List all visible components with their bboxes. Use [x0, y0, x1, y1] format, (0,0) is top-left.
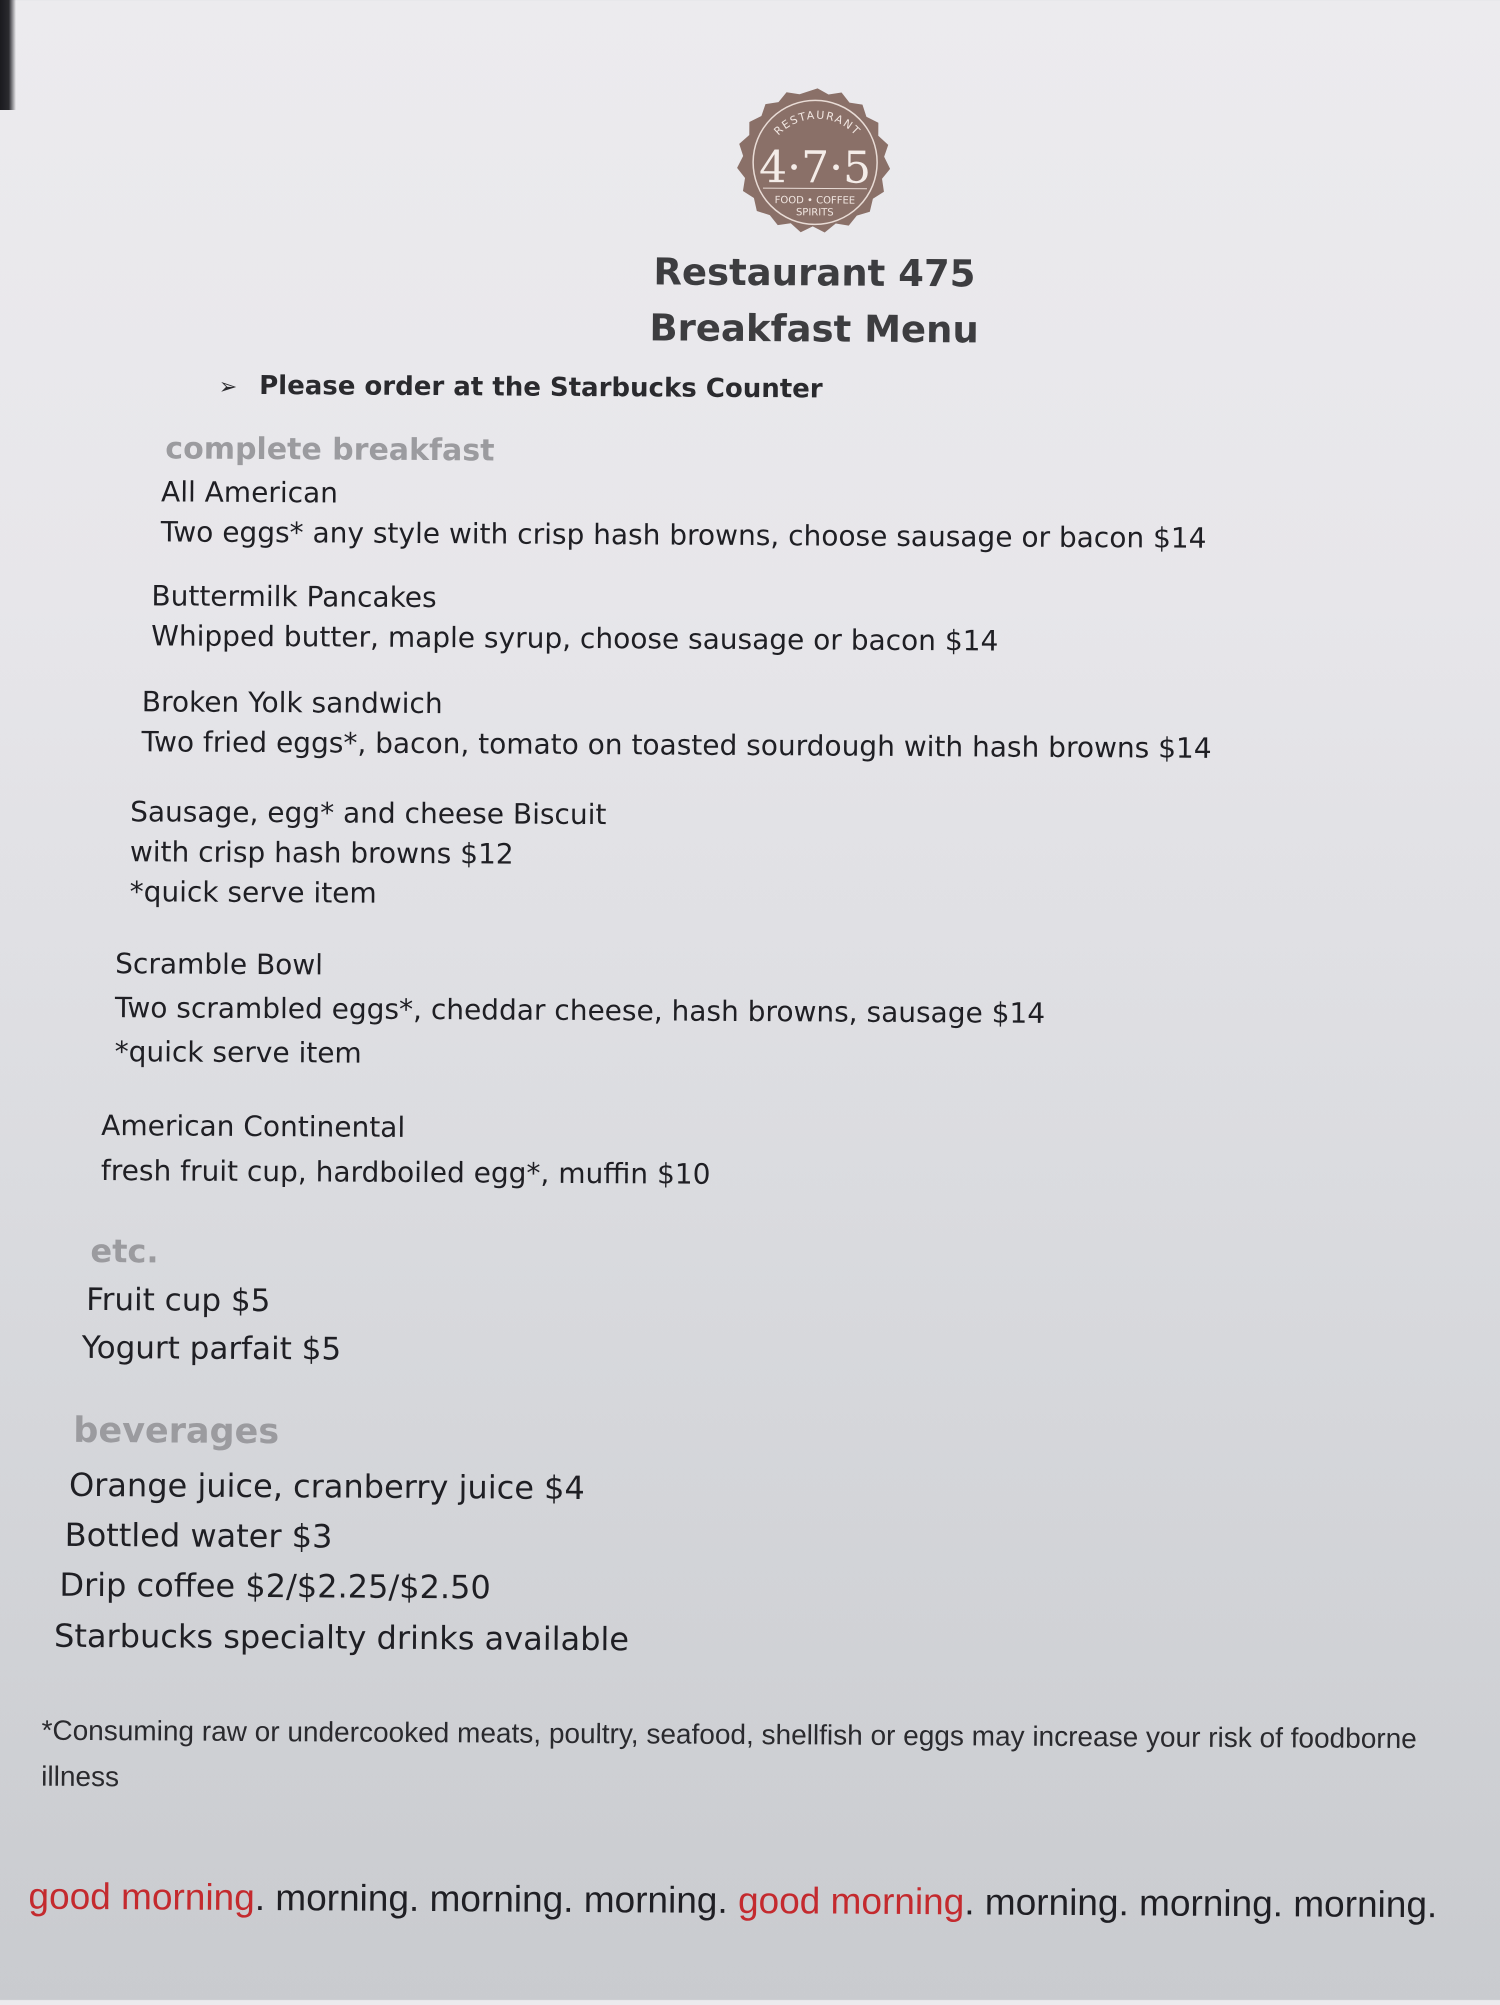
item-note: *quick serve item [114, 1035, 362, 1070]
logo-number: 4·7·5 [758, 142, 872, 194]
health-disclaimer: *Consuming raw or undercooked meats, poultry, seafood, shellfish or eggs may increase your risk of foodborne illness [41, 1714, 1417, 1793]
logo-divider [763, 188, 867, 189]
beverage-item: Orange juice, cranberry juice $4 [68, 1465, 585, 1507]
arrow-icon: ➢ [218, 374, 238, 400]
title-block [564, 244, 1065, 359]
good-morning-text: good morning [28, 1875, 255, 1918]
item-desc: Two scrambled eggs*, cheddar cheese, hash browns, sausage $14 [114, 991, 1046, 1030]
beverage-item: Starbucks specialty drinks available [53, 1616, 630, 1659]
logo-line2: SPIRITS [795, 207, 834, 219]
item-name: Sausage, egg* and cheese Biscuit [130, 795, 607, 832]
section-title-beverages: beverages [73, 1410, 280, 1453]
item-name: Broken Yolk sandwich [141, 685, 443, 721]
morning-text: . morning. morning. morning. [964, 1881, 1438, 1926]
morning-text: . morning. morning. morning. [254, 1876, 739, 1921]
menu-title: Breakfast Menu [649, 306, 979, 352]
restaurant-title: Restaurant 475 [653, 250, 976, 296]
item-name: American Continental [101, 1109, 406, 1144]
beverage-item: Drip coffee $2/$2.25/$2.50 [59, 1565, 491, 1607]
beverage-item: Bottled water $3 [64, 1515, 333, 1556]
item-desc: with crisp hash browns $12 [129, 835, 514, 871]
etc-item: Yogurt parfait $5 [81, 1329, 342, 1368]
menu-item [141, 682, 1212, 769]
menu-item [101, 1103, 711, 1197]
item-note: *quick serve item [129, 875, 377, 910]
order-instruction [219, 371, 823, 405]
etc-item: Fruit cup $5 [86, 1281, 271, 1320]
item-desc: Whipped butter, maple syrup, choose sausage or bacon $14 [151, 619, 999, 658]
item-desc: Two fried eggs*, bacon, tomato on toasted sourdough with hash browns $14 [141, 725, 1212, 765]
item-desc: Two eggs* any style with crisp hash browns, choose sausage or bacon $14 [160, 515, 1207, 555]
item-desc: fresh fruit cup, hardboiled egg*, muffin $10 [100, 1154, 711, 1191]
menu-item [161, 472, 1207, 558]
instruction-text: Please order at the Starbucks Counter [259, 370, 823, 405]
footer-tagline [28, 1876, 1437, 1927]
logo-line1: FOOD • COFFEE [774, 195, 856, 207]
restaurant-logo [727, 84, 908, 245]
section-title-etc: etc. [90, 1231, 159, 1271]
menu-item [130, 792, 607, 915]
logo-arc-text: RESTAURANT [771, 108, 864, 139]
menu-item [115, 942, 1046, 1080]
item-name: All American [160, 475, 339, 510]
menu-item [151, 576, 999, 661]
item-name: Buttermilk Pancakes [151, 579, 437, 615]
section-title-complete-breakfast: complete breakfast [165, 431, 495, 469]
item-name: Scramble Bowl [115, 947, 324, 982]
good-morning-text: good morning [737, 1879, 965, 1923]
